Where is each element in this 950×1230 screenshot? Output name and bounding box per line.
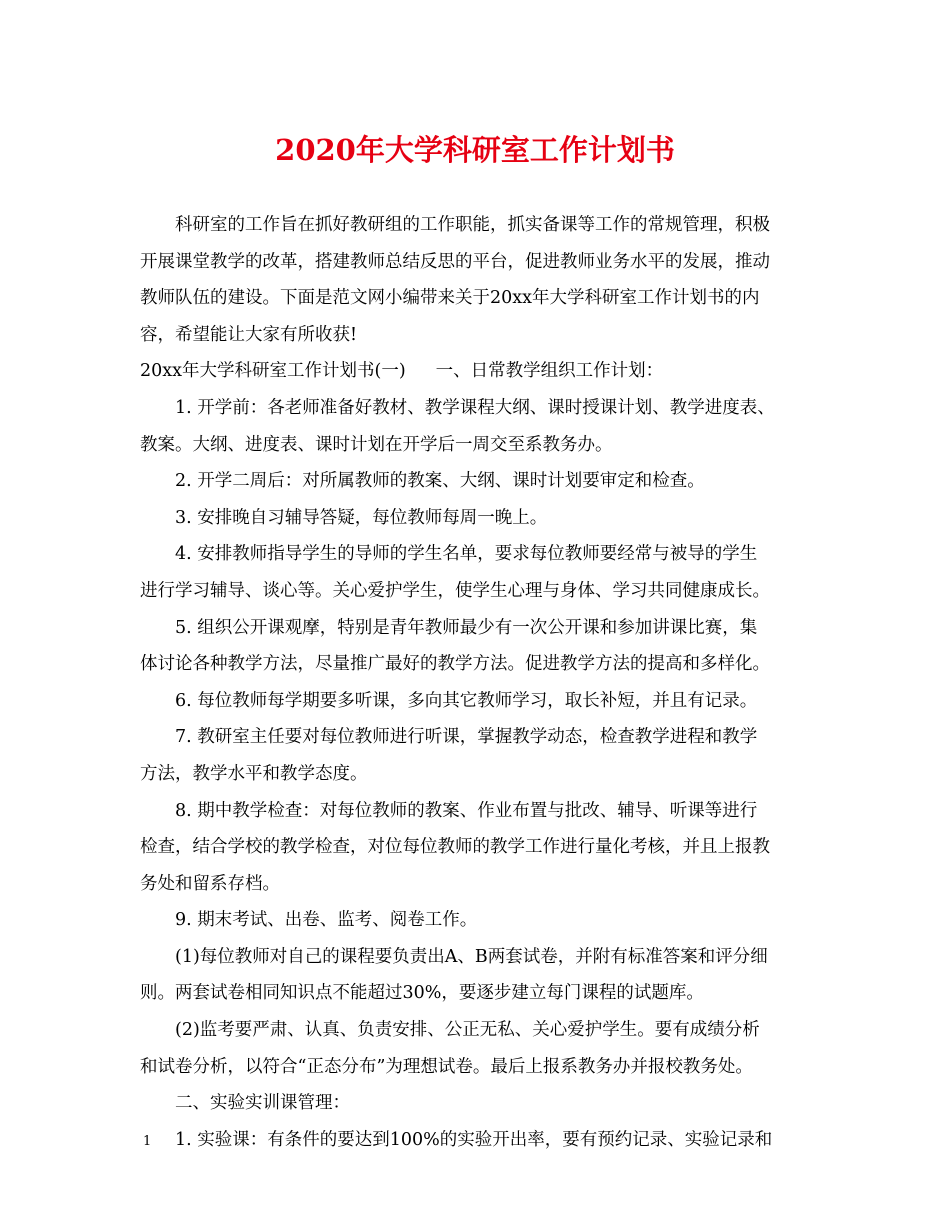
paragraph-line: 则。两套试卷相同知识点不能超过30%，要逐步建立每门课程的试题库。	[140, 983, 704, 1004]
subtitle-text: 20xx年大学科研室工作计划书(一)	[140, 361, 406, 382]
paragraph-line: 检查，结合学校的教学检查，对位每位教师的教学工作进行量化考核，并且上报教	[140, 837, 770, 858]
list-item: (1)每位教师对自己的课程要负责出A、B两套试卷，并附有标准答案和评分细	[175, 946, 768, 967]
paragraph-line: 体讨论各种教学方法，尽量推广最好的教学方法。促进教学方法的提高和多样化。	[140, 654, 770, 675]
document-title: 2020年大学科研室工作计划书	[275, 133, 675, 167]
list-item: 1. 实验课：有条件的要达到100%的实验开出率，要有预约记录、实验记录和	[175, 1129, 773, 1150]
paragraph-line: 教案。大纲、进度表、课时计划在开学后一周交至系教务办。	[140, 434, 613, 455]
document-body	[140, 207, 830, 1158]
paragraph-line: 教师队伍的建设。下面是范文网小编带来关于20xx年大学科研室工作计划书的内	[140, 288, 760, 309]
paragraph-line: 进行学习辅导、谈心等。关心爱护学生，使学生心理与身体、学习共同健康成长。	[140, 580, 770, 601]
page-number: 1	[143, 1134, 152, 1149]
list-item: 4. 安排教师指导学生的导师的学生名单，要求每位教师要经常与被导的学生	[175, 544, 758, 565]
list-item: 1. 开学前：各老师准备好教材、教学课程大纲、课时授课计划、教学进度表、	[175, 397, 775, 418]
paragraph-line: 方法，教学水平和教学态度。	[140, 763, 368, 784]
list-item: 3. 安排晚自习辅导答疑，每位教师每周一晚上。	[175, 507, 548, 528]
paragraph-line: 容，希望能让大家有所收获!	[140, 324, 358, 345]
paragraph-line: 开展课堂教学的改革，搭建教师总结反思的平台，促进教师业务水平的发展，推动	[140, 251, 770, 272]
paragraph-line: 和试卷分析，以符合“正态分布”为理想试卷。最后上报系教务办并报校教务处。	[140, 1056, 753, 1077]
list-item: 2. 开学二周后：对所属教师的教案、大纲、课时计划要审定和检查。	[175, 471, 705, 492]
section-line	[140, 353, 830, 390]
paragraph-line: 科研室的工作旨在抓好教研组的工作职能，抓实备课等工作的常规管理，积极	[175, 215, 770, 235]
list-item: 9. 期末考试、出卷、监考、阅卷工作。	[175, 910, 478, 931]
list-item: 6. 每位教师每学期要多听课，多向其它教师学习，取长补短，并且有记录。	[175, 690, 758, 711]
list-item: 8. 期中教学检查：对每位教师的教案、作业布置与批改、辅导、听课等进行	[175, 800, 758, 821]
paragraph-line: 务处和留系存档。	[140, 873, 280, 894]
section-heading: 一、日常教学组织工作计划：	[435, 361, 664, 382]
section-heading: 二、实验实训课管理：	[175, 1093, 350, 1114]
list-item: 7. 教研室主任要对每位教师进行听课，掌握教学动态，检查教学进程和教学	[175, 727, 758, 748]
list-item: (2)监考要严肃、认真、负责安排、公正无私、关心爱护学生。要有成绩分析	[175, 1020, 760, 1041]
list-item: 5. 组织公开课观摩，特别是青年教师最少有一次公开课和参加讲课比赛，集	[175, 617, 758, 638]
